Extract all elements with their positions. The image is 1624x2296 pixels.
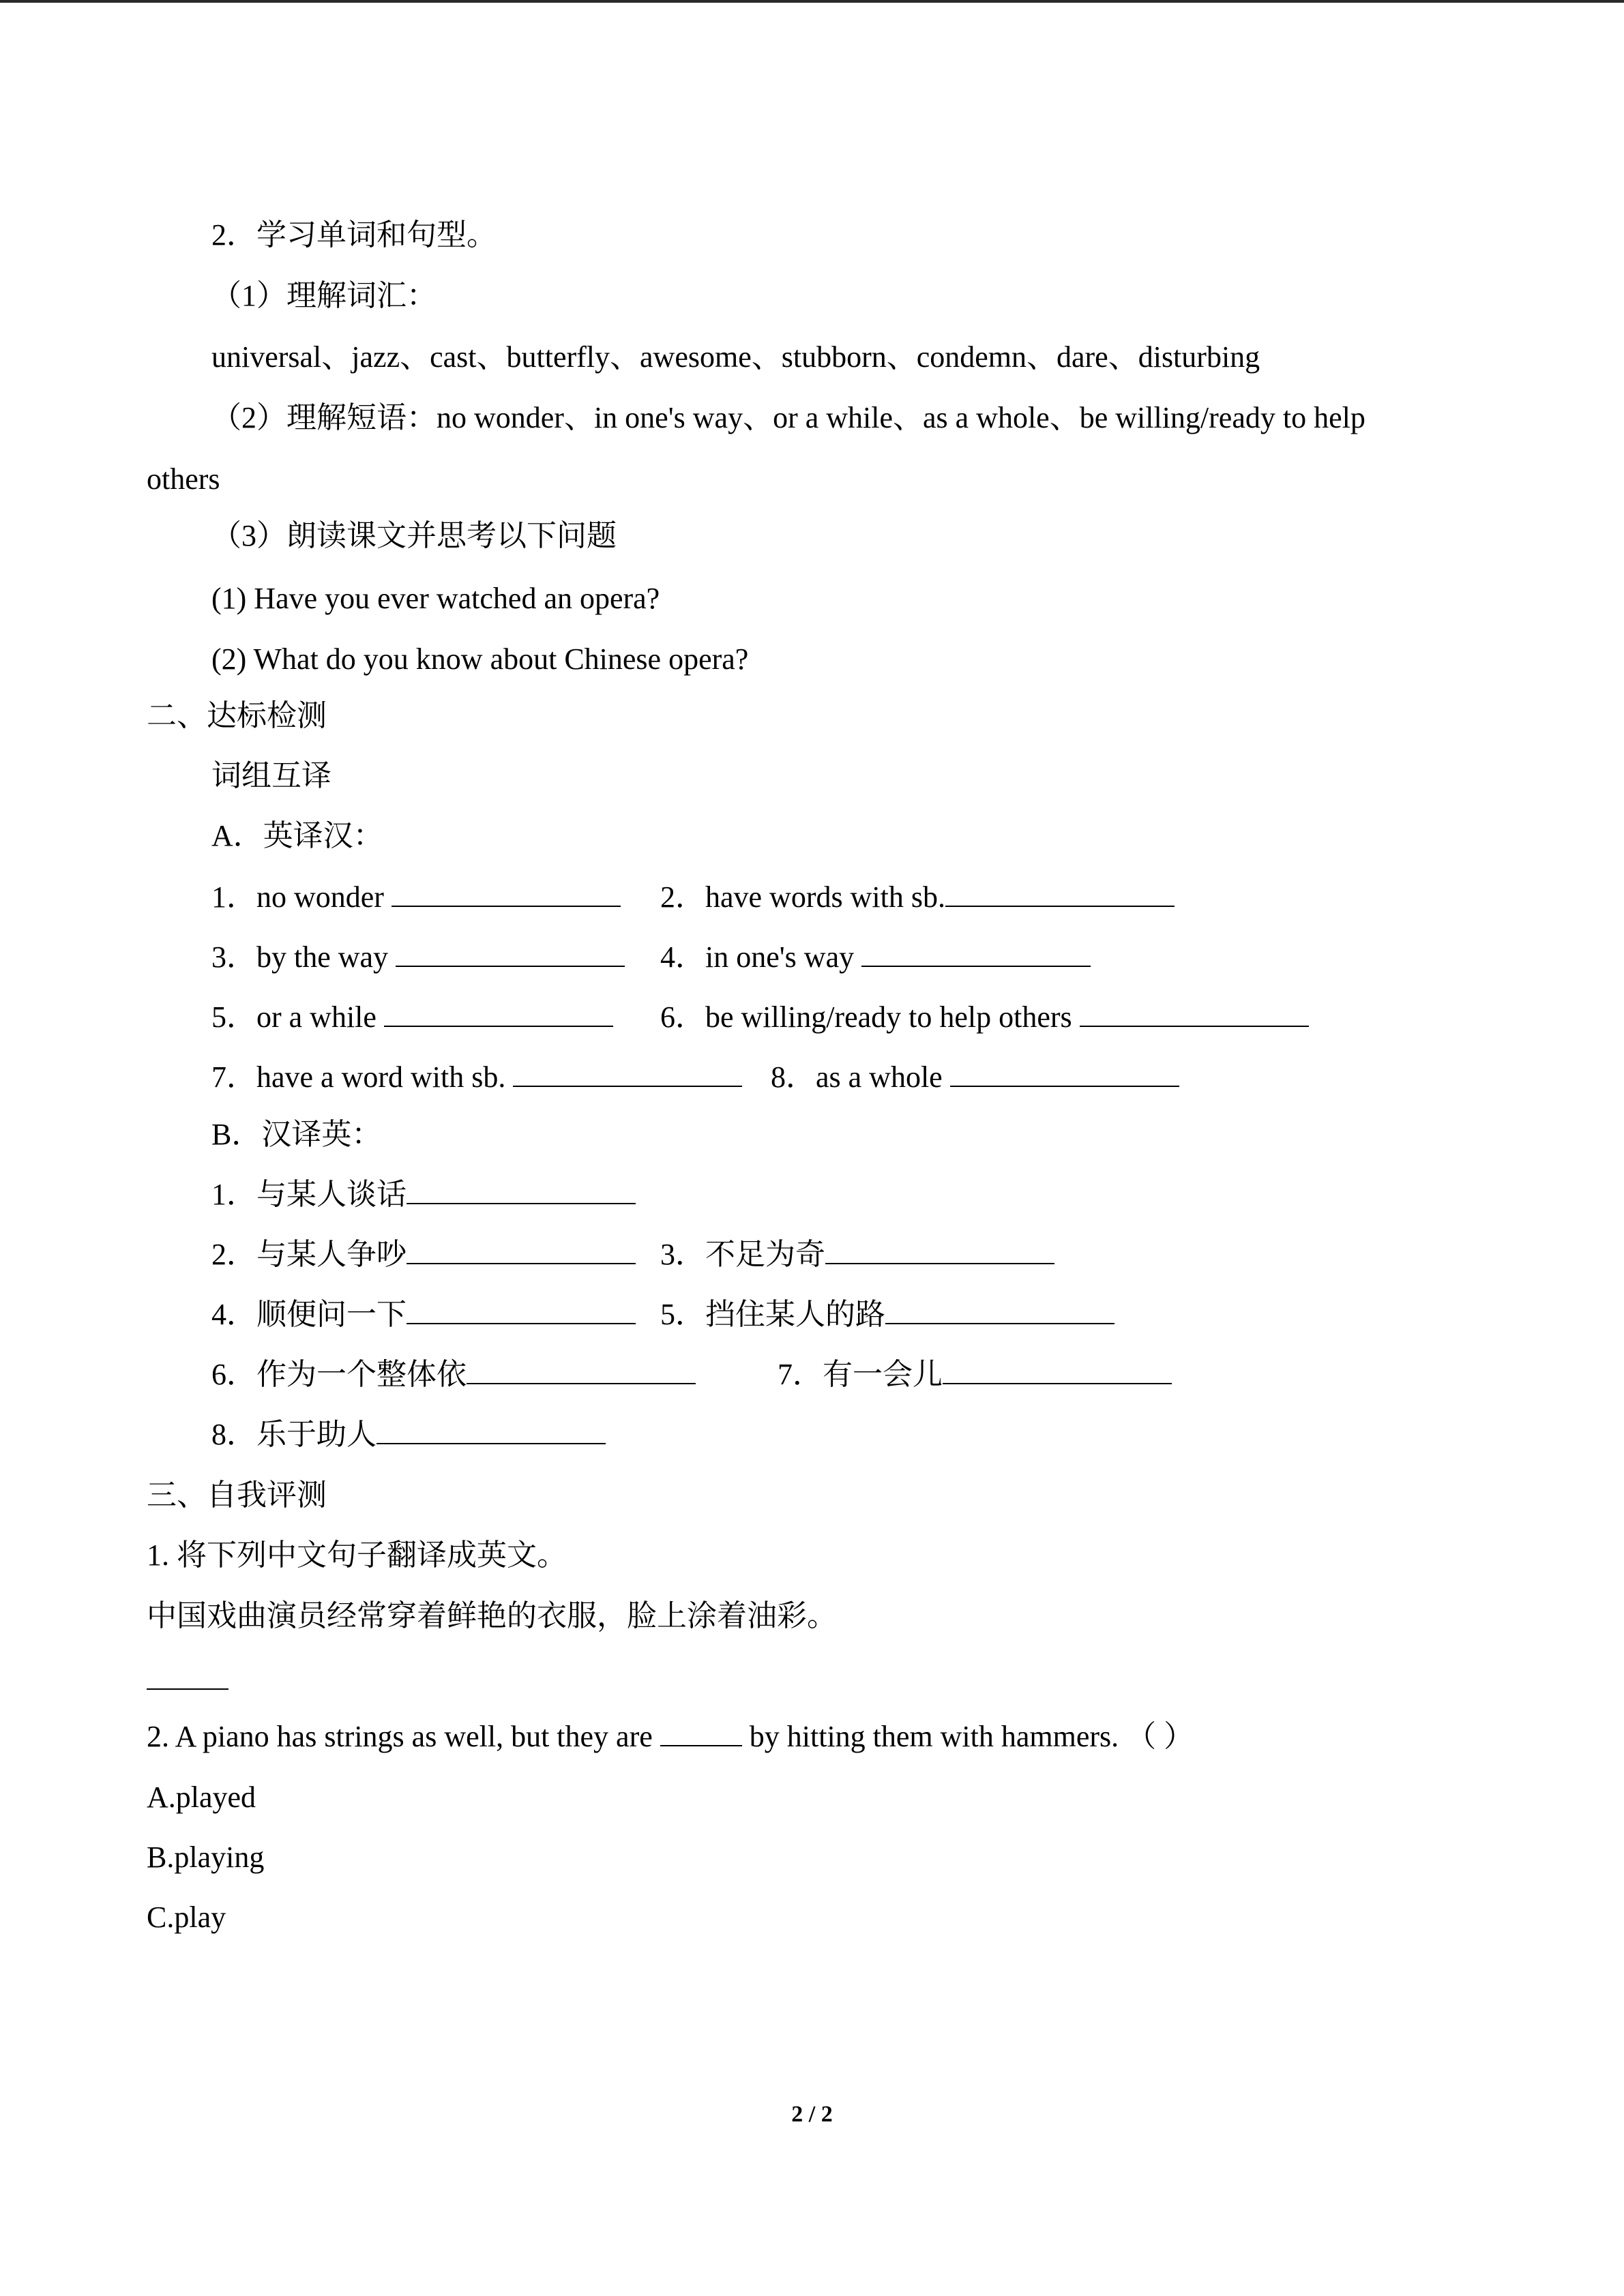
part-a-item bbox=[660, 997, 1309, 1038]
phrases-line-2: others bbox=[147, 462, 220, 496]
reading-heading: （3）朗读课文并思考以下问题 bbox=[211, 519, 617, 552]
page-top-border bbox=[0, 0, 1624, 3]
answer-blank[interactable] bbox=[407, 1236, 636, 1264]
part-b-item-1-text: 1．与某人谈话 bbox=[211, 1178, 407, 1211]
answer-blank[interactable] bbox=[513, 1058, 742, 1087]
part-b-item bbox=[211, 1174, 636, 1215]
q2-question bbox=[147, 1716, 1194, 1757]
part-b-item-8-text: 8．乐于助人 bbox=[211, 1418, 377, 1451]
part-a-item-4-text: 4．in one's way bbox=[660, 940, 855, 974]
answer-blank[interactable] bbox=[950, 1058, 1179, 1087]
part-b-item-4-text: 4．顺便问一下 bbox=[211, 1298, 407, 1331]
answer-blank[interactable] bbox=[1080, 998, 1309, 1027]
page-number: 2 / 2 bbox=[791, 2102, 833, 2127]
section-3-title: 三、自我评测 bbox=[147, 1478, 327, 1512]
part-b-item-3-text: 3．不足为奇 bbox=[660, 1238, 825, 1271]
part-a-item bbox=[660, 937, 1091, 978]
part-a-item bbox=[211, 997, 613, 1038]
answer-blank[interactable] bbox=[660, 1718, 742, 1746]
part-b-item bbox=[778, 1354, 1172, 1395]
part-a-item bbox=[771, 1057, 1179, 1098]
answer-blank[interactable] bbox=[384, 998, 613, 1027]
vocab-list: universal、jazz、cast、butterfly、awesome、stubborn、condemn、dare、disturbing bbox=[211, 340, 1260, 374]
part-b-item bbox=[211, 1294, 636, 1335]
part-b-item-2-text: 2．与某人争吵 bbox=[211, 1238, 407, 1271]
vocab-heading: （1）理解词汇： bbox=[211, 279, 437, 312]
part-b-item-7-text: 7．有一会儿 bbox=[778, 1358, 943, 1391]
reading-question-1: (1) Have you ever watched an opera? bbox=[211, 582, 660, 615]
part-a-item-3-text: 3．by the way bbox=[211, 940, 389, 974]
part-b-item bbox=[211, 1354, 696, 1395]
part-a-item bbox=[660, 877, 1175, 918]
answer-blank[interactable] bbox=[861, 938, 1091, 967]
option-c[interactable]: C.play bbox=[147, 1900, 226, 1934]
answer-blank[interactable] bbox=[147, 1661, 228, 1690]
part-a-item-7-text: 7．have a word with sb. bbox=[211, 1060, 506, 1094]
part-b-item bbox=[660, 1294, 1114, 1335]
part-a-item-1-text: 1．no wonder bbox=[211, 880, 384, 914]
reading-question-2: (2) What do you know about Chinese opera? bbox=[211, 642, 749, 676]
part-b-title: B．汉译英： bbox=[211, 1118, 382, 1151]
phrases-line-1: （2）理解短语：no wonder、in one's way、or a while、as a whole、be willing/ready to help bbox=[211, 401, 1365, 434]
part-b-item-6-text: 6．作为一个整体依 bbox=[211, 1358, 467, 1391]
part-a-item bbox=[211, 937, 625, 978]
q2-text-start: 2. A piano has strings as well, but they are bbox=[147, 1720, 653, 1753]
answer-blank[interactable] bbox=[467, 1356, 696, 1384]
q1-sentence: 中国戏曲演员经常穿着鲜艳的衣服，脸上涂着油彩。 bbox=[147, 1599, 837, 1632]
answer-blank[interactable] bbox=[396, 938, 625, 967]
part-a-item bbox=[211, 877, 621, 918]
answer-blank[interactable] bbox=[407, 1176, 636, 1204]
q2-answer-parentheses[interactable]: （ ） bbox=[1126, 1720, 1194, 1753]
part-a-item-5-text: 5．or a while bbox=[211, 1000, 377, 1034]
answer-blank[interactable] bbox=[945, 878, 1175, 907]
part-b-item bbox=[211, 1234, 636, 1275]
section-2-subtitle: 词组互译 bbox=[211, 759, 331, 792]
q1-instruction: 1. 将下列中文句子翻译成英文。 bbox=[147, 1538, 567, 1572]
part-a-item bbox=[211, 1057, 742, 1098]
part-a-item-6-text: 6．be willing/ready to help others bbox=[660, 1000, 1072, 1034]
answer-blank[interactable] bbox=[407, 1296, 636, 1324]
part-a-title: A．英译汉： bbox=[211, 819, 383, 852]
step-2-heading: 2．学习单词和句型。 bbox=[211, 218, 497, 252]
section-2-title: 二、达标检测 bbox=[147, 699, 327, 732]
part-b-item-5-text: 5．挡住某人的路 bbox=[660, 1298, 885, 1331]
q1-answer-line bbox=[147, 1660, 228, 1701]
answer-blank[interactable] bbox=[392, 878, 621, 907]
option-a[interactable]: A.played bbox=[147, 1780, 256, 1814]
answer-blank[interactable] bbox=[943, 1356, 1172, 1384]
option-b[interactable]: B.playing bbox=[147, 1840, 265, 1874]
answer-blank[interactable] bbox=[885, 1296, 1114, 1324]
part-b-item bbox=[211, 1414, 606, 1455]
part-b-item bbox=[660, 1234, 1054, 1275]
answer-blank[interactable] bbox=[377, 1416, 606, 1444]
q2-text-end: by hitting them with hammers. bbox=[749, 1720, 1119, 1753]
answer-blank[interactable] bbox=[825, 1236, 1054, 1264]
part-a-item-2-text: 2．have words with sb. bbox=[660, 880, 945, 914]
part-a-item-8-text: 8．as a whole bbox=[771, 1060, 943, 1094]
